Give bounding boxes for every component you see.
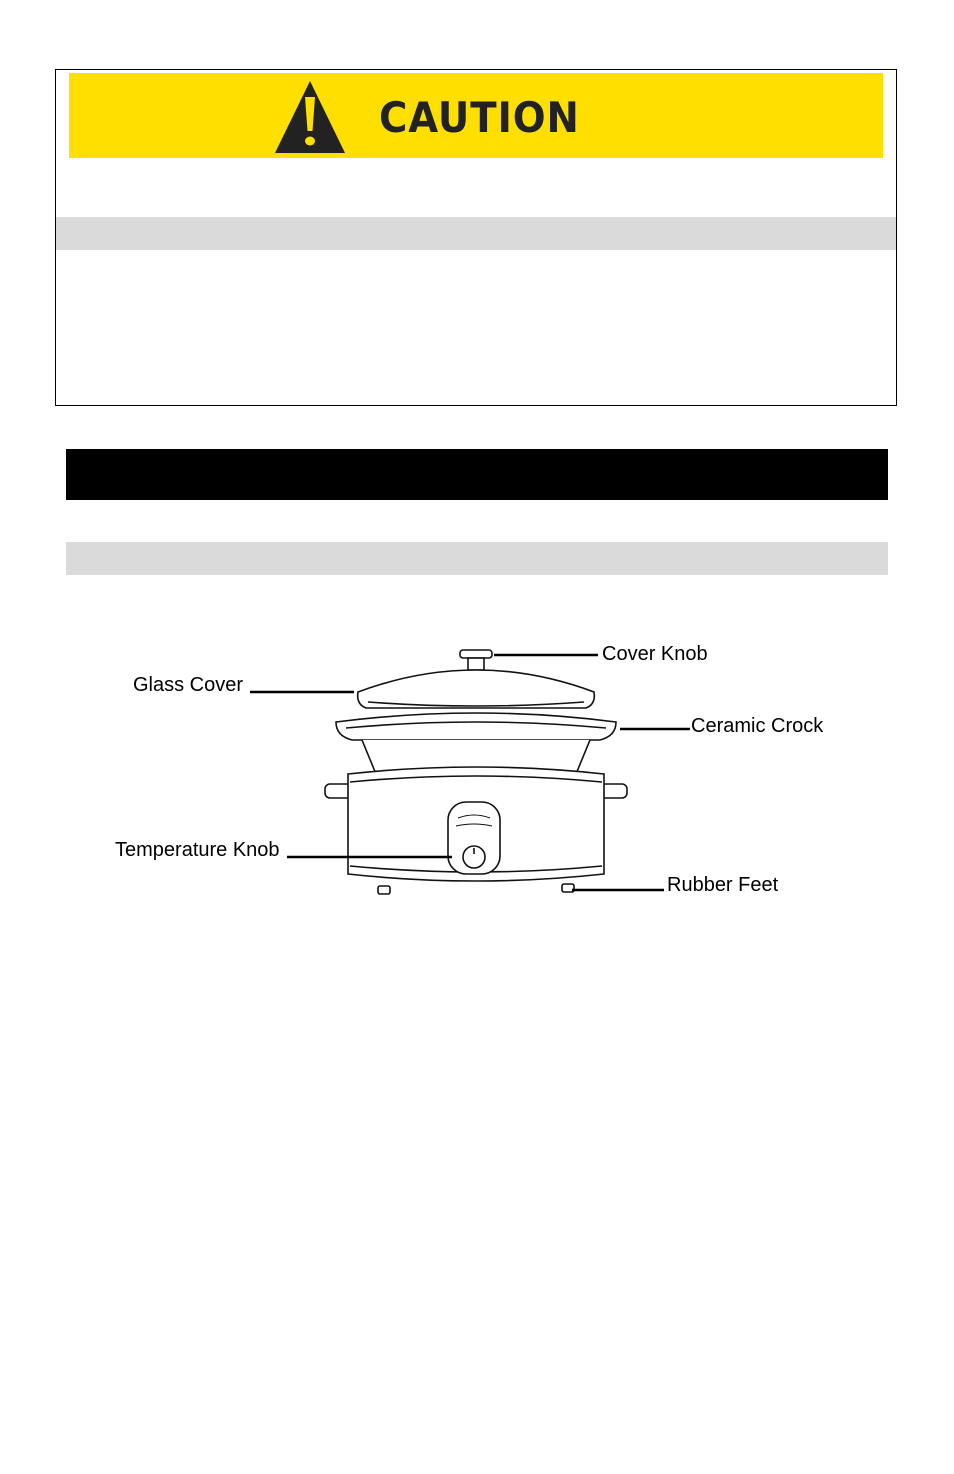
caution-title: CAUTION <box>379 92 580 142</box>
label-temperature-knob: Temperature Knob <box>115 839 280 861</box>
cover-knob-shape <box>460 650 492 658</box>
warning-triangle-icon <box>273 79 347 155</box>
slow-cooker-illustration <box>100 630 860 910</box>
label-glass-cover: Glass Cover <box>133 674 244 696</box>
parts-diagram <box>100 630 860 910</box>
caution-box <box>55 69 897 406</box>
rubber-foot-left <box>378 886 390 894</box>
caution-banner <box>69 73 883 158</box>
ceramic-crock-rim <box>336 713 616 740</box>
caution-section-band <box>56 217 896 250</box>
cover-knob-stem <box>468 658 484 670</box>
glass-cover-shape <box>358 670 595 708</box>
label-cover-knob: Cover Knob <box>602 643 708 665</box>
section-header-bar <box>66 449 888 500</box>
label-rubber-feet: Rubber Feet <box>667 874 779 896</box>
subsection-band <box>66 542 888 575</box>
label-ceramic-crock: Ceramic Crock <box>691 715 824 737</box>
